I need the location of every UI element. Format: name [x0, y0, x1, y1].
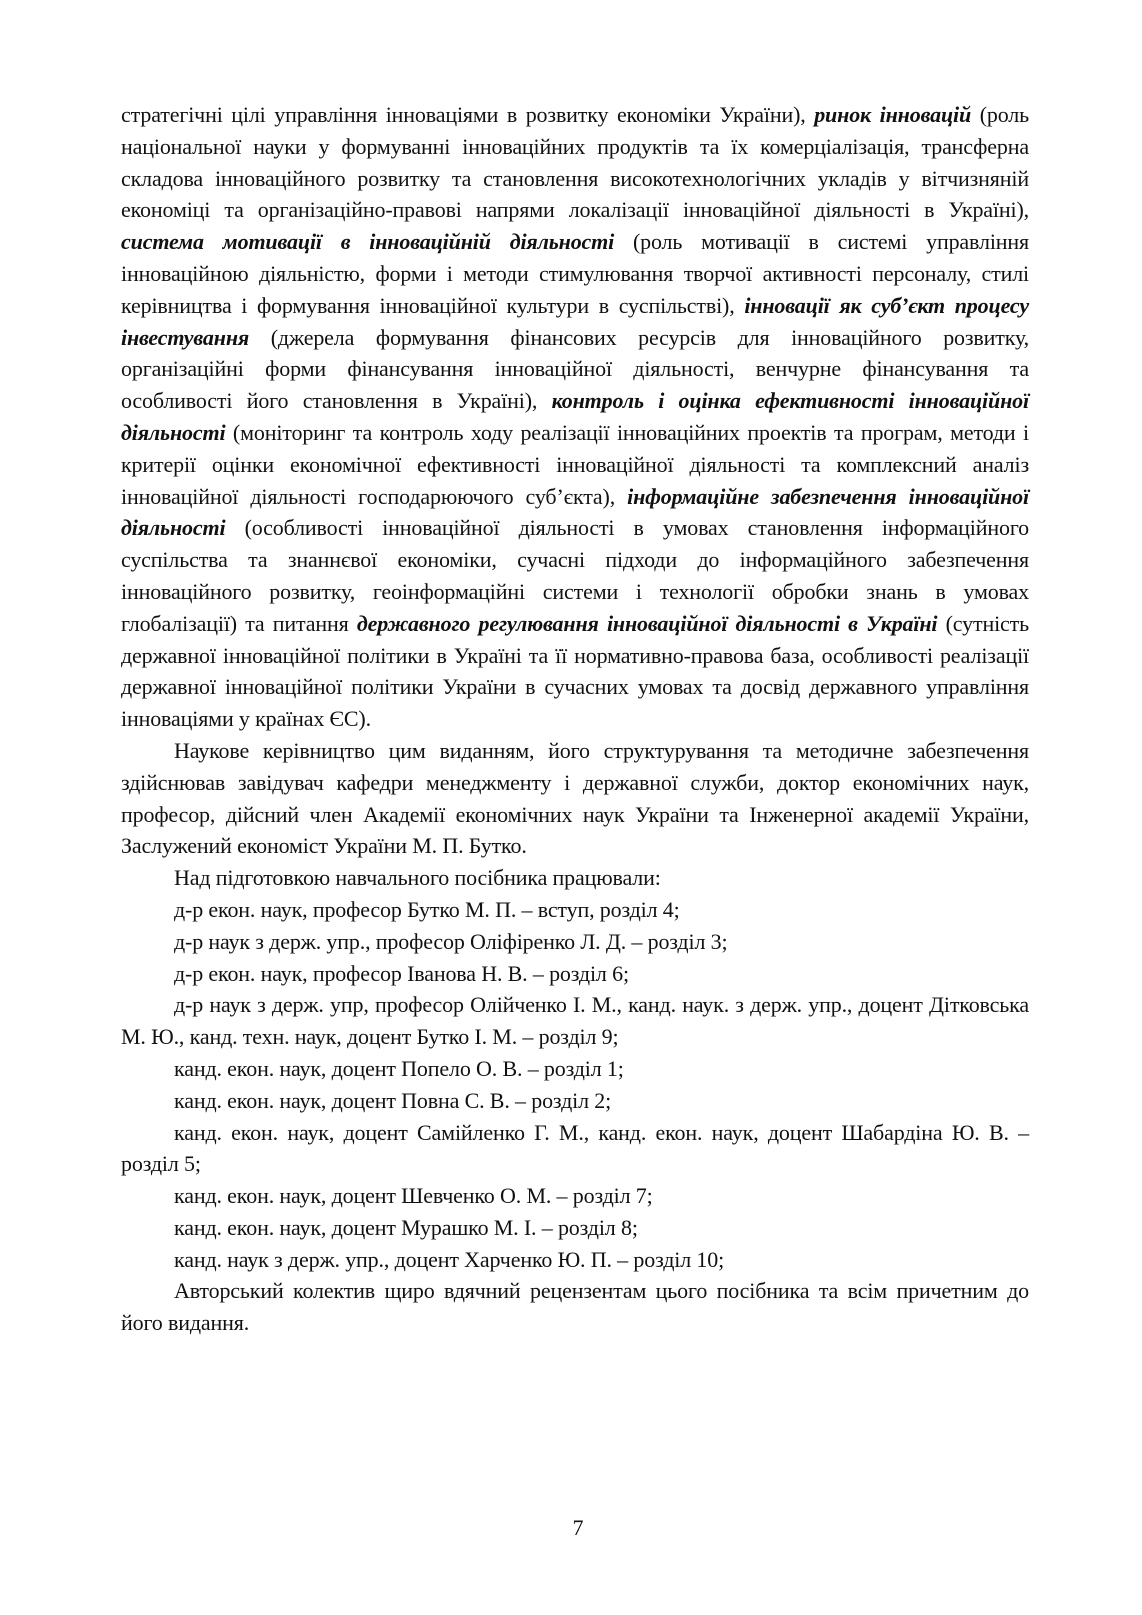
intro-text-4: (роль мотивації в системі управління інноваційною діяльністю, форми і методи стимулювання творчої активності персоналу, стилі керівництва і формування інноваційної культури в суспільстві), — [121, 229, 1030, 318]
author-entry: канд. екон. наук, доцент Повна С. В. – розділ 2; — [174, 1087, 612, 1113]
emphasis-motivation-system: система мотивації в інноваційній діяльності — [121, 229, 615, 255]
emphasis-information-support: інформаційне забезпечення інноваційної діяльності — [121, 483, 1029, 541]
emphasis-investment-subject: інновації як суб’єкт процесу інвестування — [121, 292, 1029, 350]
author-entry: канд. наук з держ. упр., доцент Харченко Ю. П. – розділ 10; — [174, 1246, 725, 1272]
emphasis-control-evaluation: контроль і оцінка ефективності інноваційної діяльності — [121, 388, 1029, 445]
author-entry: д-р екон. наук, професор Бутко М. П. – вступ, розділ 4; — [174, 896, 680, 922]
body-text — [121, 99, 1029, 1339]
intro-text-8: (моніторинг та контроль ходу реалізації інноваційних проектів та програм, методи і критерії оцінки економічної ефективності інноваційної діяльності та комплексний аналіз інноваційної діяльності господарюючого суб’єкта), — [121, 419, 1029, 509]
intro-text-0: стратегічні цілі управління інноваціями в розвитку економіки України), — [121, 102, 815, 127]
closing-paragraph: Авторський колектив щиро вдячний рецензентам цього посібника та всім причетним до його видання. — [121, 1278, 1029, 1336]
intro-text-12: (сутність державної інноваційної політики в Україні та її нормативно-правова база, особливості реалізації державної інноваційної політики України в сучасних умовах та досвід державного управління інноваціями у країнах ЄС). — [121, 610, 1029, 732]
intro-paragraph — [121, 99, 1029, 735]
intro-text-6: (джерела формування фінансових ресурсів для інноваційного розвитку, організаційні форми фінансування інноваційної діяльності, венчурне фінансування та особливості його становлення в Україні), — [121, 324, 1029, 414]
intro-text-10: (особливості інноваційної діяльності в умовах становлення інформаційного суспільства та знаннєвої економіки, сучасні підходи до інформаційного забезпечення інноваційного розвитку, геоінформаційні системи і технології обробки знань в умовах глобалізації) та питання — [121, 515, 1029, 636]
emphasis-innovation-market: ринок інновацій — [814, 102, 972, 127]
authors-list — [121, 894, 1029, 1276]
author-entry: д-р наук з держ. упр., професор Оліфіренко Л. Д. – розділ 3; — [174, 928, 728, 954]
intro-text-2: (роль національної науки у формуванні інноваційних продуктів та їх комерціалізація, трансферна складова інноваційного розвитку та становлення високотехнологічних укладів у вітчизняній економіці та організаційно-правові напрями локалізації інноваційної діяльності в Україні), — [121, 102, 1030, 223]
author-entry: канд. екон. наук, доцент Шевченко О. М. – розділ 7; — [174, 1183, 653, 1209]
author-entry: канд. екон. наук, доцент Мурашко М. І. – розділ 8; — [174, 1214, 638, 1240]
author-entry: канд. екон. наук, доцент Самійленко Г. М., канд. екон. наук, доцент Шабардіна Ю. В. – розділ 5; — [121, 1119, 1029, 1177]
authors-intro: Над підготовкою навчального посібника працювали: — [174, 865, 661, 891]
author-entry: д-р екон. наук, професор Іванова Н. В. – розділ 6; — [174, 960, 629, 986]
page-number: 7 — [572, 1515, 584, 1540]
leadership-paragraph: Наукове керівництво цим виданням, його структурування та методичне забезпечення здійснював завідувач кафедри менеджменту і державної служби, доктор економічних наук, професор, дійсний член Академії економічних наук України та Інженерної академії України, Заслужений економіст України М. П. Бутко. — [121, 737, 1029, 859]
author-entry: канд. екон. наук, доцент Попело О. В. – розділ 1; — [174, 1055, 624, 1081]
emphasis-state-regulation: державного регулювання інноваційної діяльності в Україні — [356, 610, 938, 636]
author-entry: д-р наук з держ. упр, професор Олійченко І. М., канд. наук. з держ. упр., доцент Дітковська М. Ю., канд. техн. наук, доцент Бутко І. М. – розділ 9; — [121, 992, 1029, 1050]
